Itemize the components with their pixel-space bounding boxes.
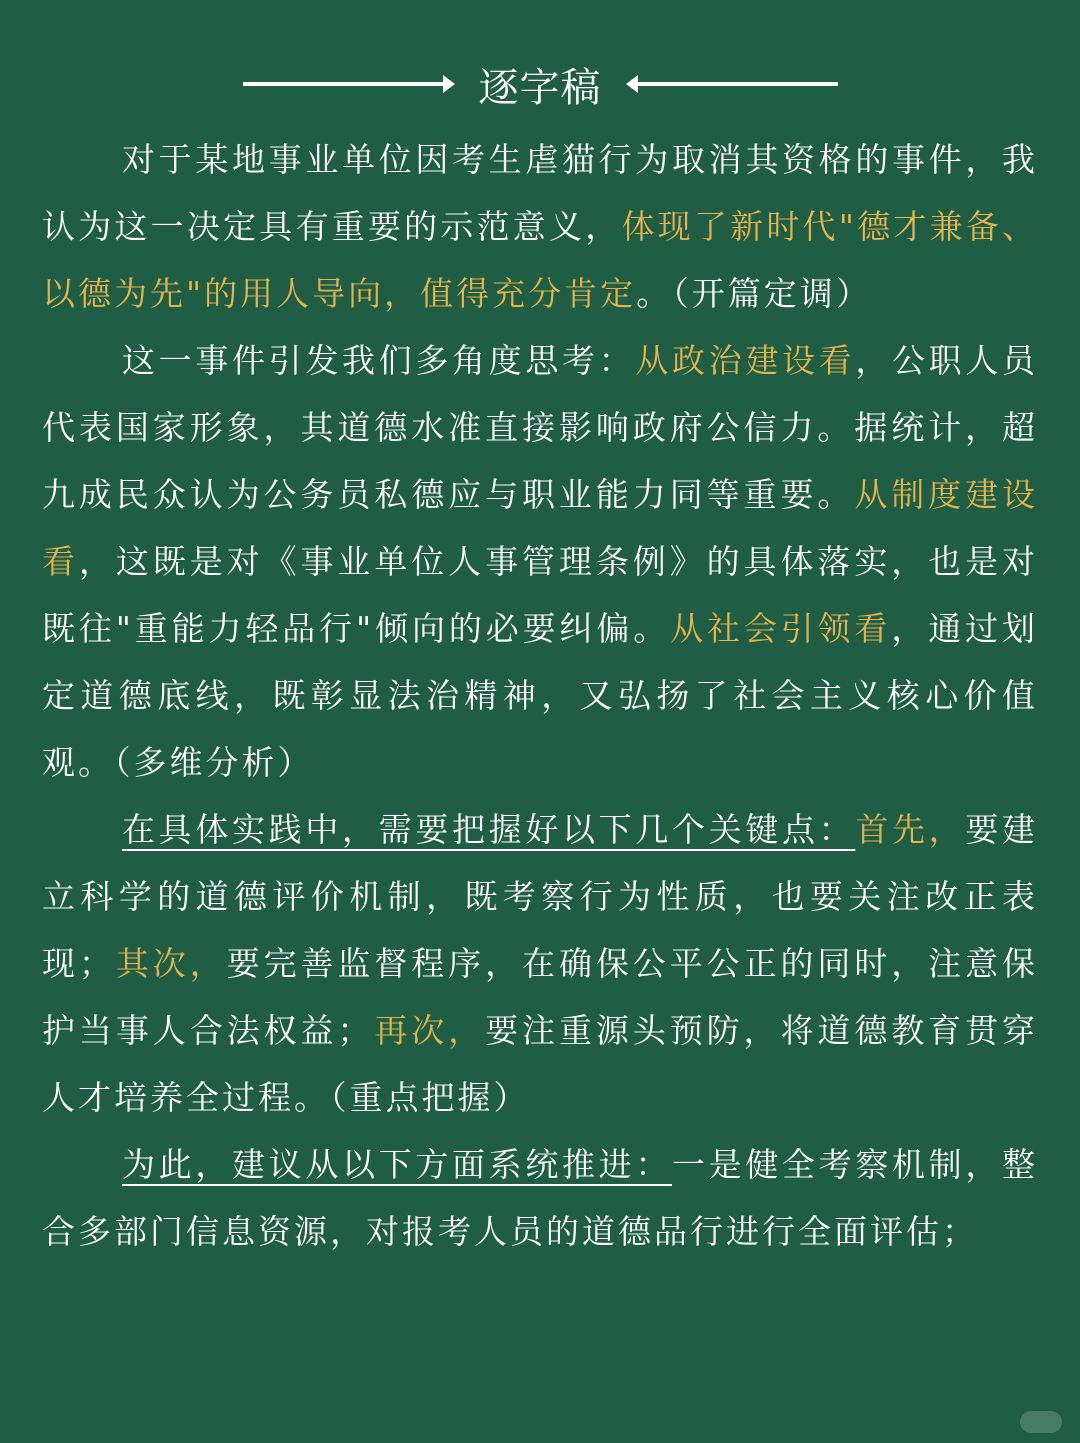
paragraph-key-points: [42, 796, 1038, 1131]
text-segment: 这一事件引发我们多角度思考：: [122, 341, 636, 380]
left-arrow-decoration: [243, 82, 453, 86]
text-segment: 要建立科学的道德评价机制，既考察行为性质，也要关注改正表现；: [42, 810, 1039, 983]
text-segment: ，公职人员代表国家形象，其道德水准直接影响政府公信力。据统计，超九成民众认为公务员私德应与职业能力同等重要。: [42, 341, 1039, 514]
text-segment: 。（开篇定调）: [636, 274, 872, 313]
highlight-text: 再次，: [373, 1011, 486, 1050]
article-body: [42, 126, 1038, 1265]
page-title: 逐字稿: [478, 64, 602, 111]
highlight-text: 从制度建设看: [42, 475, 1039, 581]
paragraph-opening: [42, 126, 1038, 327]
paragraph-analysis: [42, 327, 1038, 796]
highlight-text: 其次，: [114, 944, 227, 983]
text-segment: 对于某地事业单位因考生虐猫行为取消其资格的事件，我认为这一决定具有重要的示范意义，: [42, 140, 1038, 246]
text-segment: 要完善监督程序，在确保公平公正的同时，注意保护当事人合法权益；: [42, 944, 1039, 1050]
text-segment: 一是健全考察机制，整合多部门信息资源，对报考人员的道德品行进行全面评估；: [42, 1145, 1039, 1251]
highlight-text: 体现了新时代"德才兼备、以德为先"的用人导向，值得充分肯定: [42, 207, 1038, 313]
underlined-text: 在具体实践中，需要把握好以下几个关键点：: [122, 810, 856, 849]
text-segment: ，这既是对《事业单位人事管理条例》的具体落实，也是对既往"重能力轻品行"倾向的必要纠偏。: [42, 542, 1039, 648]
highlight-text: 从政治建设看: [635, 341, 856, 380]
right-arrow-decoration: [628, 82, 838, 86]
watermark-logo: [1020, 1411, 1062, 1433]
highlight-text: 从社会引领看: [670, 609, 892, 648]
header: [0, 52, 1080, 116]
text-segment: 要注重源头预防，将道德教育贯穿人才培养全过程。（重点把握）: [42, 1011, 1039, 1117]
underlined-text: 为此，建议从以下方面系统推进：: [122, 1145, 672, 1184]
text-segment: ，通过划定道德底线，既彰显法治精神，又弘扬了社会主义核心价值观。（多维分析）: [42, 609, 1039, 782]
paragraph-suggestions: [42, 1131, 1038, 1265]
highlight-text: 首先，: [855, 810, 966, 849]
